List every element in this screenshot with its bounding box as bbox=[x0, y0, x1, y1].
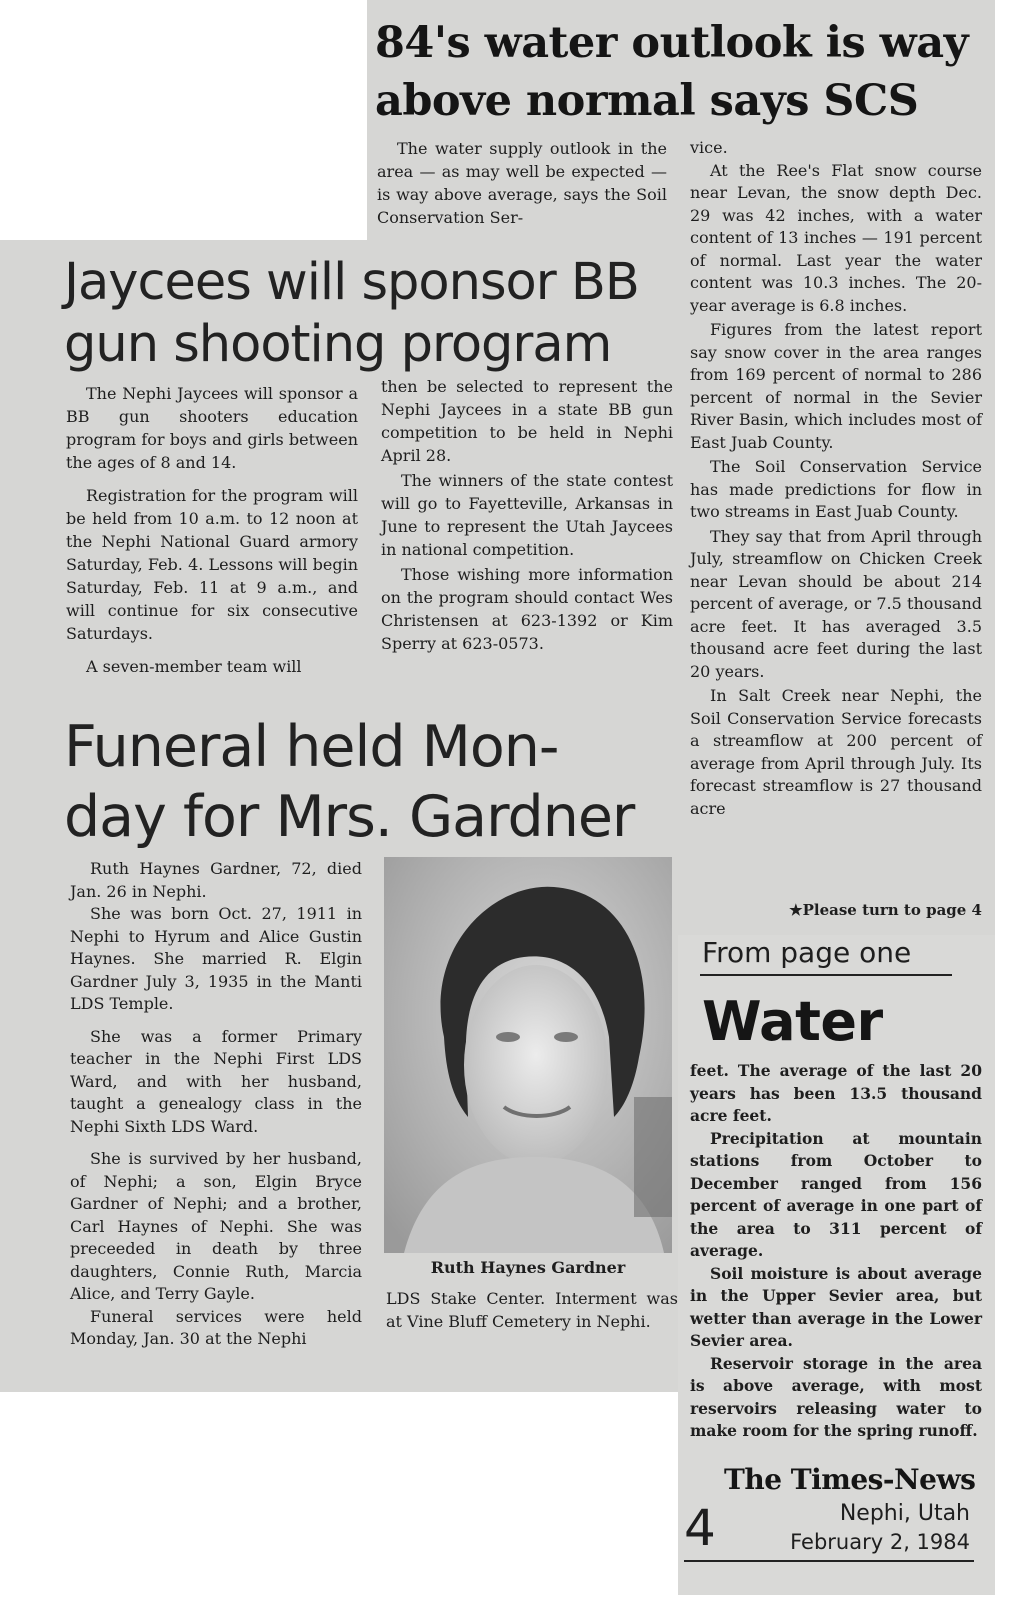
portrait-photo-graphic bbox=[384, 857, 672, 1253]
jaycees-col1-para-3: A seven-member team will bbox=[86, 657, 302, 676]
continued-para-3: Soil moisture is about average in the Upper Sevier area, but wetter than average in the Lower Sevier area. bbox=[690, 1263, 982, 1350]
continued-para-2: Precipitation at mountain stations from October to December ranged from 156 percent of average in one part of the area to 311 percent of average. bbox=[690, 1128, 982, 1260]
water-col2-para-4: The Soil Conservation Service has made predictions for flow in two streams in East Juab County. bbox=[690, 457, 982, 521]
jaycees-col1-para-2: Registration for the program will be held from 10 a.m. to 12 noon at the Nephi National Guard armory Saturday, Feb. 4. Lessons will begin Saturday, Feb. 11 at 9 a.m., and will continue for six consecutive Saturdays. bbox=[66, 486, 358, 643]
jaycees-col2-para-3: Those wishing more information on the program should contact Wes Christensen at 623-1392 or Kim Sperry at 623-0573. bbox=[381, 565, 673, 653]
jaycees-col2-para-1: then be selected to represent the Nephi Jaycees in a state BB gun competition to be held in Nephi April 28. bbox=[381, 377, 673, 465]
water-headline-line-2: above normal says SCS bbox=[375, 76, 919, 126]
water-column-1 bbox=[377, 137, 667, 237]
water-col1-para-1: The water supply outlook in the area — as may well be expected — is way above average, says the Soil Conservation Ser- bbox=[377, 139, 667, 227]
funeral-col2-para-1: LDS Stake Center. Interment was at Vine Bluff Cemetery in Nephi. bbox=[386, 1289, 678, 1331]
continued-kicker: From page one bbox=[702, 936, 912, 969]
water-column-2 bbox=[690, 137, 982, 820]
continued-para-1: feet. The average of the last 20 years has been 13.5 thousand acre feet. bbox=[690, 1061, 982, 1125]
water-col2-para-3: Figures from the latest report say snow cover in the area ranges from 169 percent of normal to 286 percent of normal in the Sevier River Basin, which includes most of East Juab County. bbox=[690, 320, 982, 452]
funeral-col1-para-3: She was a former Primary teacher in the Nephi First LDS Ward, and with her husband, taught a genealogy class in the Nephi Sixth LDS Ward. bbox=[70, 1026, 362, 1136]
portrait-photo bbox=[384, 857, 672, 1253]
jaycees-col1-para-1: The Nephi Jaycees will sponsor a BB gun shooters education program for boys and girls between the ages of 8 and 14. bbox=[66, 384, 358, 472]
jaycees-headline-line-2: gun shooting program bbox=[64, 315, 612, 374]
continued-para-4: Reservoir storage in the area is above average, with most reservoirs releasing water to make room for the spring runoff. bbox=[690, 1353, 982, 1440]
funeral-col1-para-4: She is survived by her husband, of Nephi; a son, Elgin Bryce Gardner of Nephi; and a brother, Carl Haynes of Nephi. She was preceeded in death by three daughters, Connie Ruth, Marcia Alice, and Terry Gayle. bbox=[70, 1149, 362, 1303]
water-headline bbox=[375, 14, 995, 130]
jaycees-column-2 bbox=[381, 375, 673, 663]
water-headline-line-1: 84's water outlook is way bbox=[375, 18, 969, 68]
funeral-headline bbox=[64, 712, 684, 852]
funeral-column-2 bbox=[386, 1287, 678, 1341]
water-jump-line: ★Please turn to page 4 bbox=[789, 901, 982, 919]
funeral-headline-line-2: day for Mrs. Gardner bbox=[64, 784, 635, 850]
funeral-col1-para-2: She was born Oct. 27, 1911 in Nephi to Hyrum and Alice Gustin Haynes. She married R. Elgin Gardner July 3, 1935 in the Manti LDS Temple. bbox=[70, 904, 362, 1013]
page-number: 4 bbox=[684, 1499, 716, 1557]
funeral-col1-para-5: Funeral services were held Monday, Jan. 30 at the Nephi bbox=[70, 1306, 362, 1348]
paper-name: The Times-News bbox=[724, 1463, 976, 1496]
continued-column bbox=[690, 1060, 982, 1443]
water-col2-para-6: In Salt Creek near Nephi, the Soil Conservation Service forecasts a streamflow at 200 percent of average from April through July. Its forecast streamflow is 27 thousand acre bbox=[690, 686, 982, 818]
jaycees-headline bbox=[64, 252, 664, 376]
water-col2-para-5: They say that from April through July, streamflow on Chicken Creek near Levan should be about 214 percent of average, or 7.5 thousand acre feet. It has averaged 3.5 thousand acre feet during the last 20 years. bbox=[690, 526, 982, 681]
footer-rule bbox=[684, 1560, 974, 1562]
photo-caption: Ruth Haynes Gardner bbox=[430, 1258, 626, 1277]
funeral-column-1 bbox=[70, 858, 362, 1359]
water-col2-para-1: vice. bbox=[690, 138, 728, 157]
water-col2-para-2: At the Ree's Flat snow course near Levan, the snow depth Dec. 29 was 42 inches, with a water content of 13 inches — 191 percent of normal. Last year the water content was 10.3 inches. The 20-year average is 6.8 inches. bbox=[690, 160, 982, 315]
continued-headline: Water bbox=[702, 990, 883, 1053]
dateline-date: February 2, 1984 bbox=[790, 1530, 970, 1554]
jaycees-headline-line-1: Jaycees will sponsor BB bbox=[64, 253, 639, 312]
jaycees-column-1 bbox=[66, 382, 358, 686]
dateline-place: Nephi, Utah bbox=[839, 1501, 970, 1526]
kicker-rule bbox=[700, 974, 952, 976]
jaycees-col2-para-2: The winners of the state contest will go to Fayetteville, Arkansas in June to represent the Utah Jaycees in national competition. bbox=[381, 471, 673, 559]
funeral-headline-line-1: Funeral held Mon- bbox=[64, 714, 559, 780]
funeral-col1-para-1: Ruth Haynes Gardner, 72, died Jan. 26 in Nephi. bbox=[70, 859, 362, 901]
